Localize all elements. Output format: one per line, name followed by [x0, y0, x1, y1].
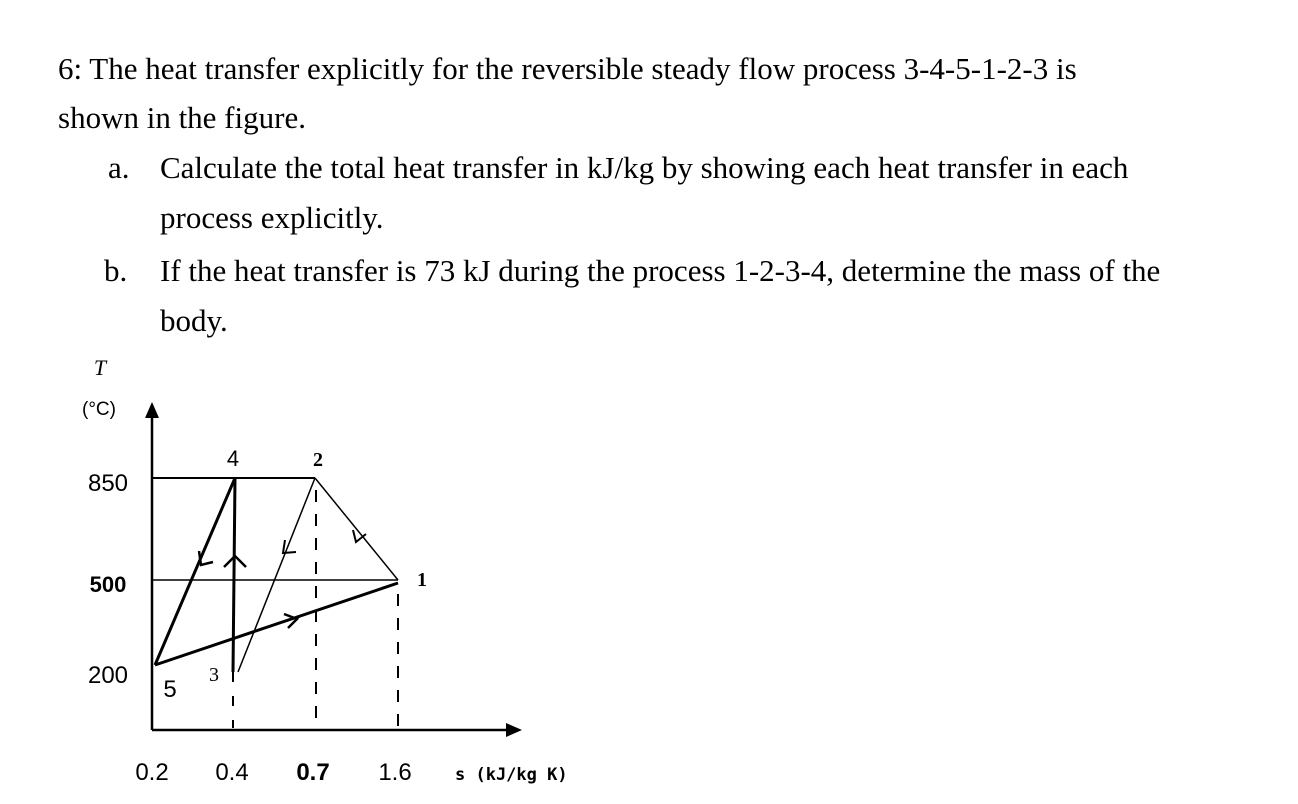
- part-a-line-2: process explicitly.: [160, 200, 384, 235]
- process-line-3-4: [233, 478, 235, 672]
- state-label-1: 1: [417, 569, 427, 591]
- y-axis-label-symbol: T: [93, 355, 107, 380]
- x-tick-label: 1.6: [378, 759, 412, 786]
- part-a-marker: a.: [108, 150, 130, 185]
- x-tick-label: 0.4: [215, 759, 249, 786]
- arrow-4-5: [199, 551, 213, 565]
- part-a-line-1: Calculate the total heat transfer in kJ/kg by showing each heat transfer in each: [160, 150, 1129, 185]
- part-b-line-2: body.: [160, 303, 228, 338]
- process-line-4-5: [155, 478, 235, 665]
- x-axis-arrow: [506, 723, 522, 737]
- process-line-1-2: [315, 478, 398, 580]
- x-tick-label: 0.2: [135, 759, 169, 786]
- state-label-3: 3: [209, 664, 219, 686]
- x-axis-label: s (kJ/kg K): [455, 765, 568, 785]
- state-label-5: 5: [163, 676, 177, 703]
- state-label-4: 4: [226, 446, 240, 471]
- process-line-2-3: [238, 478, 315, 672]
- y-axis-arrow: [145, 402, 159, 418]
- y-axis-label-unit: (°C): [82, 399, 116, 420]
- problem-statement-line-1: 6: The heat transfer explicitly for the reversible steady flow process 3-4-5-1-2-3 is: [58, 51, 1077, 86]
- problem-statement-line-2: shown in the figure.: [58, 100, 306, 135]
- process-line-5-1: [155, 583, 398, 665]
- x-tick-label: 0.7: [296, 759, 330, 786]
- y-tick-label: 200: [87, 662, 129, 689]
- state-label-2: 2: [313, 449, 323, 471]
- part-b-marker: b.: [104, 253, 128, 288]
- part-b-line-1: If the heat transfer is 73 kJ during the process 1-2-3-4, determine the mass of the: [160, 253, 1161, 288]
- y-tick-label: 850: [87, 470, 129, 497]
- y-tick-label: 500: [89, 572, 127, 597]
